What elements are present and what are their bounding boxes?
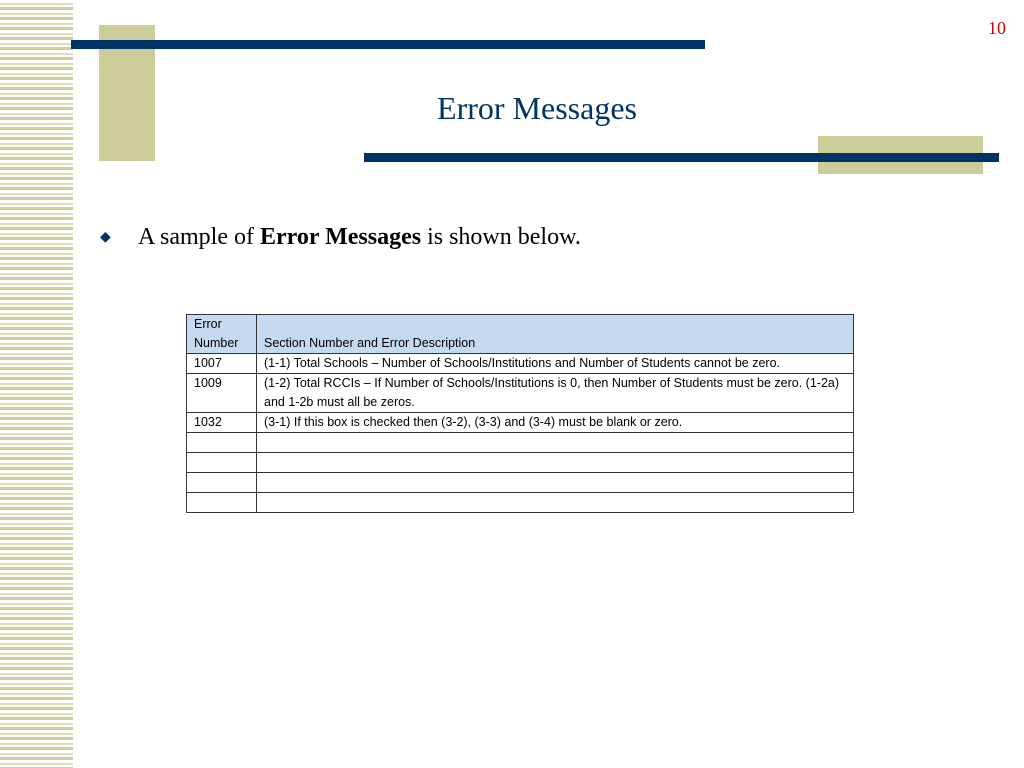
- header-error-label: Error: [194, 317, 222, 331]
- header-error-number: [187, 315, 257, 354]
- header-description: Section Number and Error Description: [257, 315, 854, 354]
- error-number-cell: 1009: [187, 374, 257, 413]
- empty-table-row: [187, 493, 854, 513]
- navy-bar-top: [71, 40, 705, 49]
- empty-cell: [257, 493, 854, 513]
- empty-table-row: [187, 453, 854, 473]
- empty-cell: [257, 433, 854, 453]
- bullet-text: [138, 224, 581, 251]
- bullet-suffix: is shown below.: [421, 224, 581, 250]
- table-row: [187, 354, 854, 374]
- bullet-prefix: A sample of: [138, 224, 260, 250]
- error-number-cell: 1007: [187, 354, 257, 374]
- bullet-bold: Error Messages: [259, 224, 422, 250]
- diamond-bullet-icon: ◆: [100, 230, 111, 245]
- header-number-label: Number: [194, 336, 239, 350]
- empty-cell: [187, 433, 257, 453]
- error-description-cell: (3-1) If this box is checked then (3-2), (3-3) and (3-4) must be blank or zero.: [257, 413, 854, 433]
- left-stripe-decoration: [0, 0, 73, 768]
- bullet-item: [100, 224, 581, 251]
- empty-cell: [187, 473, 257, 493]
- empty-cell: [187, 453, 257, 473]
- navy-bar-middle: [364, 153, 999, 162]
- table-row: [187, 413, 854, 433]
- slide-number: 10: [988, 18, 1006, 38]
- error-description-cell: (1-2) Total RCCIs – If Number of Schools/Institutions is 0, then Number of Students must be zero. (1-2a) and 1-2b must all be zeros.: [257, 374, 854, 413]
- error-number-cell: 1032: [187, 413, 257, 433]
- table-header-row: [187, 315, 854, 354]
- empty-cell: [257, 453, 854, 473]
- error-description-cell: (1-1) Total Schools – Number of Schools/Institutions and Number of Students cannot be zero.: [257, 354, 854, 374]
- empty-table-row: [187, 433, 854, 453]
- empty-cell: [257, 473, 854, 493]
- error-messages-table: [186, 314, 854, 513]
- slide-title: Error Messages: [437, 90, 637, 126]
- empty-table-row: [187, 473, 854, 493]
- empty-cell: [187, 493, 257, 513]
- table-row: [187, 374, 854, 413]
